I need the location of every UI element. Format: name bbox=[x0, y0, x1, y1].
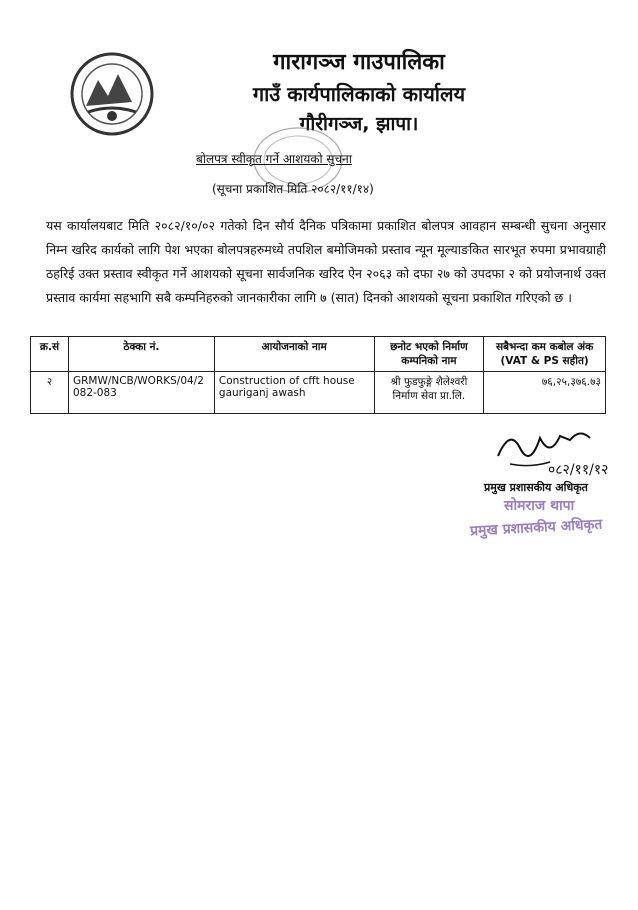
col-header-company: छनोट भएको निर्माण कम्पनिको नाम bbox=[374, 337, 484, 372]
signature-date: ०८२/११/१२ bbox=[548, 462, 609, 478]
signature-mark bbox=[490, 418, 638, 478]
stamp-name: सोमराज थापा bbox=[504, 498, 575, 514]
table-header-row bbox=[31, 337, 606, 372]
col-header-sn: क्र.सं bbox=[31, 337, 69, 372]
signatory-designation: प्रमुख प्रशासकीय अधिकृत bbox=[484, 481, 588, 494]
notice-body: यस कार्यालयबाट मिति २०८२/१०/०२ गतेको दिन सौर्य दैनिक पत्रिकामा प्रकाशित बोलपत्र आवहान सम्बन्धी सुचना अनुसार निम्न खरिद कार्यको लागि पेश भएका बोलपत्रहरुमध्ये तपशिल बमोजिमको प्रस्ताव न्यून मूल्याङकित सारभूत रुपमा प्रभावग्राही ठहरिई उक्त प्रस्ताव स्वीकृत गर्ने आशयको सूचना सार्वजनिक खरिद ऐन २०६३ को दफा २७ को उपदफा २ को प्रयोजनार्थ उक्त प्रस्ताव कार्यमा सहभागि सबै कम्पनिहरुको जानकारीका लागि ७ (सात) दिनको आशयको सूचना प्रकाशित गरिएको छ । bbox=[46, 218, 606, 305]
publication-date: (सूचना प्रकाशित मिति २०८२/११/१४) bbox=[212, 182, 374, 196]
col-header-contract-no: ठेक्का नं. bbox=[68, 337, 214, 372]
office-name: गाउँ कार्यपालिकाको कार्यालय bbox=[252, 82, 466, 106]
stamp-title: प्रमुख प्रशासकीय अधिकृत bbox=[469, 516, 603, 540]
municipality-name: गारागञ्ज गाउपालिका bbox=[273, 50, 445, 75]
cell-project-name: Construction of cfft house gauriganj awash bbox=[214, 372, 374, 414]
col-header-project-name: आयोजनाको नाम bbox=[214, 337, 374, 372]
cell-sn: २ bbox=[31, 372, 69, 414]
contract-table bbox=[30, 336, 606, 414]
office-address: गौरीगञ्ज, झापा। bbox=[299, 113, 419, 135]
cell-contract-no: GRMW/NCB/WORKS/04/2 082-083 bbox=[68, 372, 214, 414]
notice-title: बोलपत्र स्वीकृत गर्ने आशयको सुचना bbox=[196, 152, 352, 166]
table-row bbox=[31, 372, 606, 414]
cell-company: श्री फुडफुङ्गे शैलेश्वरी निर्माण सेवा प्रा.लि. bbox=[374, 372, 484, 414]
col-header-amount: सबैभन्दा कम कबोल अंक (VAT & PS सहीत) bbox=[484, 337, 606, 372]
cell-amount: ७६,२५,३७६.७३ bbox=[484, 372, 606, 414]
